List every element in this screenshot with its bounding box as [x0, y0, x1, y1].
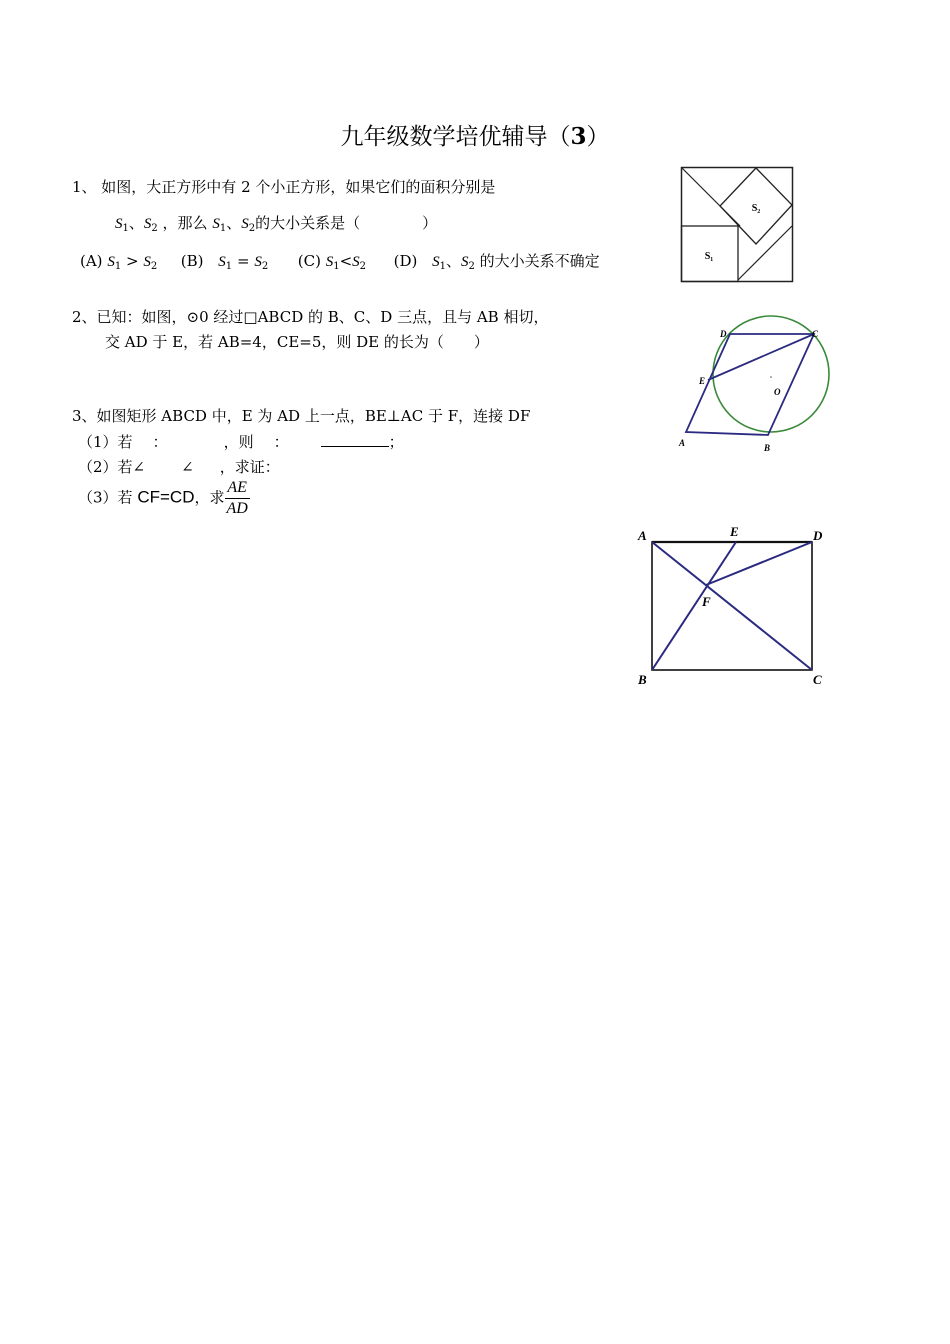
page-title: 九年级数学培优辅导（3）	[340, 123, 610, 150]
q1-figure	[680, 166, 796, 284]
label-b: B	[764, 443, 771, 453]
label-a: A	[638, 528, 647, 543]
label-e: E	[699, 376, 706, 386]
q3-answer-blank[interactable]	[321, 432, 389, 447]
q3-part1: （1）若 ： ，则 ： ；	[78, 433, 404, 451]
q1-option-b[interactable]: (B) $S_1 = S_2$	[180, 252, 269, 272]
q1-option-a[interactable]: (A) $S_1 > S_2$	[80, 252, 158, 272]
q3-part2: （2）若∠ ∠ ，求证：	[78, 458, 280, 476]
center-point	[770, 376, 772, 378]
label-s1: S₁	[704, 251, 714, 262]
label-d: D	[720, 329, 727, 339]
q1-option-d[interactable]: (D) $S_1$、$S_2$ 的大小关系不确定	[393, 252, 600, 272]
label-s2: S₂	[751, 203, 761, 214]
q1-options	[80, 250, 600, 272]
q2-figure	[672, 312, 836, 458]
label-c: C	[812, 329, 819, 339]
q1-line2: $S_1$、$S_2$ ，那么 $S_1$、$S_2$的大小关系是（ ）	[115, 214, 438, 234]
q3-line1: 3、如图矩形 ABCD 中，E 为 AD 上一点，BE⊥AC 于 F，连接 DF	[72, 407, 531, 425]
q3-part3: （3）若 CF=CD，求 $\frac{AE}{AD}$	[78, 479, 248, 517]
parallelogram-abcd	[686, 334, 814, 435]
q3-figure	[632, 518, 832, 694]
label-e: E	[730, 524, 739, 539]
diagonal-ac	[652, 542, 812, 670]
fraction-ae-ad: $\frac{AE}{AD}$	[226, 479, 248, 517]
label-f: F	[702, 594, 711, 609]
segment-be	[652, 542, 736, 670]
q2-line2: 交 AD 于 E，若 AB=4，CE=5，则 DE 的长为（ ）	[105, 333, 489, 351]
q1-option-c[interactable]: (C) $S_1<S_2$	[297, 252, 367, 272]
label-o: O	[774, 387, 781, 397]
q1-line1: 1、 如图，大正方形中有 2 个小正方形，如果它们的面积分别是	[72, 178, 496, 196]
label-c: C	[813, 672, 822, 687]
label-b: B	[638, 672, 647, 687]
label-a: A	[679, 438, 686, 448]
label-d: D	[813, 528, 823, 543]
q2-line1: 2、已知：如图，⊙0 经过□ABCD 的 B、C、D 三点，且与 AB 相切，	[72, 308, 549, 326]
